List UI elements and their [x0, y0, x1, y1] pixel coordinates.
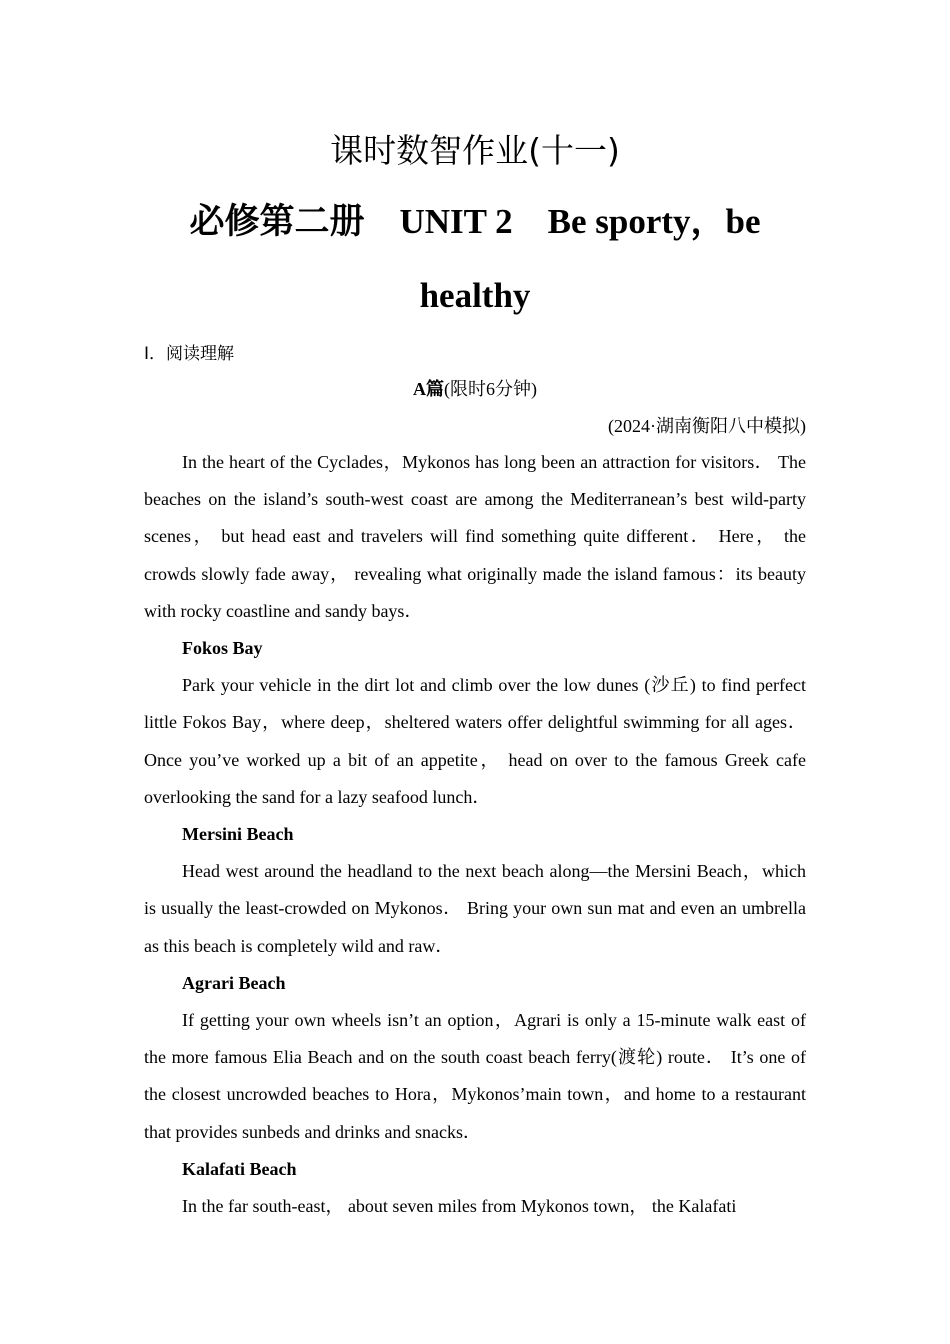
page-title: 课时数智作业(十一) [330, 131, 620, 170]
beach-paragraph: If getting your own wheels isn’t an option，Agrari is only a 15-minute walk east of the more famous Elia Beach and on the south coast beach ferry(渡轮) route． It’s one of the closest uncrowded beaches to Hora，Mykonos’main town，and home to a restaurant that provides sunbeds and drinks and snacks． [144, 1010, 806, 1142]
beach-paragraph: Park your vehicle in the dirt lot and climb over the low dunes (沙丘) to find perfect little Fokos Bay，where deep，sheltered waters offer delightful swimming for all ages． Once you’ve worked up a bit of an appetite， head on over to the famous Greek cafe overlooking the sand for a lazy seafood lunch． [144, 675, 806, 807]
beach-heading: Agrari Beach [182, 972, 286, 993]
beach-heading: Fokos Bay [182, 638, 263, 659]
beach-paragraph: Head west around the headland to the next beach along—the Mersini Beach，which is usually the least-crowded on Mykonos． Bring your own sun mat and even an umbrella as this beach is completely wild and raw． [144, 861, 806, 956]
passage-body [144, 444, 806, 1225]
section-heading: Ⅰ．阅读理解 [144, 344, 235, 364]
passage-label-bold: A篇 [413, 379, 444, 399]
beach-heading: Kalafati Beach [182, 1158, 297, 1179]
unit-title-continued: healthy [419, 276, 531, 315]
unit-title: 必修第二册 UNIT 2 Be sporty，be [189, 202, 761, 241]
passage-label [0, 377, 950, 401]
beach-heading: Mersini Beach [182, 824, 294, 845]
passage-time-limit: (限时6分钟) [444, 379, 537, 399]
intro-paragraph: In the heart of the Cyclades，Mykonos has long been an attraction for visitors． The beaches on the island’s south-west coast are among the Mediterranean’s best wild-party scenes， but head east and travelers will find something quite different． Here， the crowds slowly fade away， revealing what originally made the island famous：its beauty with rocky coastline and sandy bays． [144, 452, 806, 621]
passage-source: (2024·湖南衡阳八中模拟) [608, 416, 806, 436]
beach-paragraph: In the far south-east， about seven miles from Mykonos town， the Kalafati [182, 1196, 737, 1217]
